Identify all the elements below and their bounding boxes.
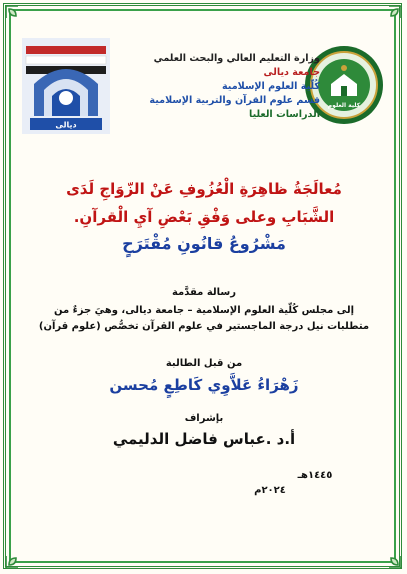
thesis-title-line-1: مُعالَجَةُ ظاهِرَةِ الْعُزُوفِ عَنْ الزّوَاجِ لَدَى xyxy=(66,180,342,198)
college-seal-caption: كلية العلوم xyxy=(327,102,361,109)
submission-statement-line-2: متطلبات نيل درجة الماجستير في علوم القرآن تخصُّص (علوم قرآن) xyxy=(38,321,370,332)
student-name: زَهْرَاءُ عَلاَّوِي كَاطِعٍ مُحسن xyxy=(109,376,299,394)
university-logo-caption: ديالى xyxy=(55,120,77,130)
university-name: جامعة ديالى xyxy=(263,67,320,78)
submission-heading: رسالة مقدَّمة xyxy=(171,287,237,298)
supervision-label: بإشراف xyxy=(184,413,224,424)
corner-ornament-icon xyxy=(377,544,403,570)
corner-ornament-icon xyxy=(4,4,30,30)
thesis-title-line-2: الشَّبَابِ وعلى وَفْقِ بَعْضِ آيِ الْقرآنِ. xyxy=(73,208,335,226)
supervisor-name: أ.د .عباس فاضل الدليمي xyxy=(112,430,296,448)
student-label: من قبل الطالبة xyxy=(165,358,243,369)
department-name: قسم علوم القرآن والتربية الإسلامية xyxy=(149,95,320,106)
university-logo xyxy=(20,36,112,136)
college-name: كُلّية العلوم الإسلامية xyxy=(221,81,320,92)
ministry-name: وزارة التعليم العالي والبحث العلمي xyxy=(153,53,320,64)
postgraduate-studies: الدراسات العليا xyxy=(248,109,320,120)
institution-header xyxy=(120,52,320,122)
thesis-subtitle: مَشْرُوعُ قانُونِ مُقْتَرَحٍ xyxy=(122,234,286,253)
submission-statement-line-1: إلى مجلس كُلّية العلوم الإسلامية – جامعة ديالى، وهيَ جزءٌ من xyxy=(53,305,355,316)
corner-ornament-icon xyxy=(377,4,403,30)
corner-ornament-icon xyxy=(4,544,30,570)
gregorian-year: ٢٠٢٤م xyxy=(254,485,286,496)
hijri-year: ١٤٤٥هـ xyxy=(297,470,333,481)
